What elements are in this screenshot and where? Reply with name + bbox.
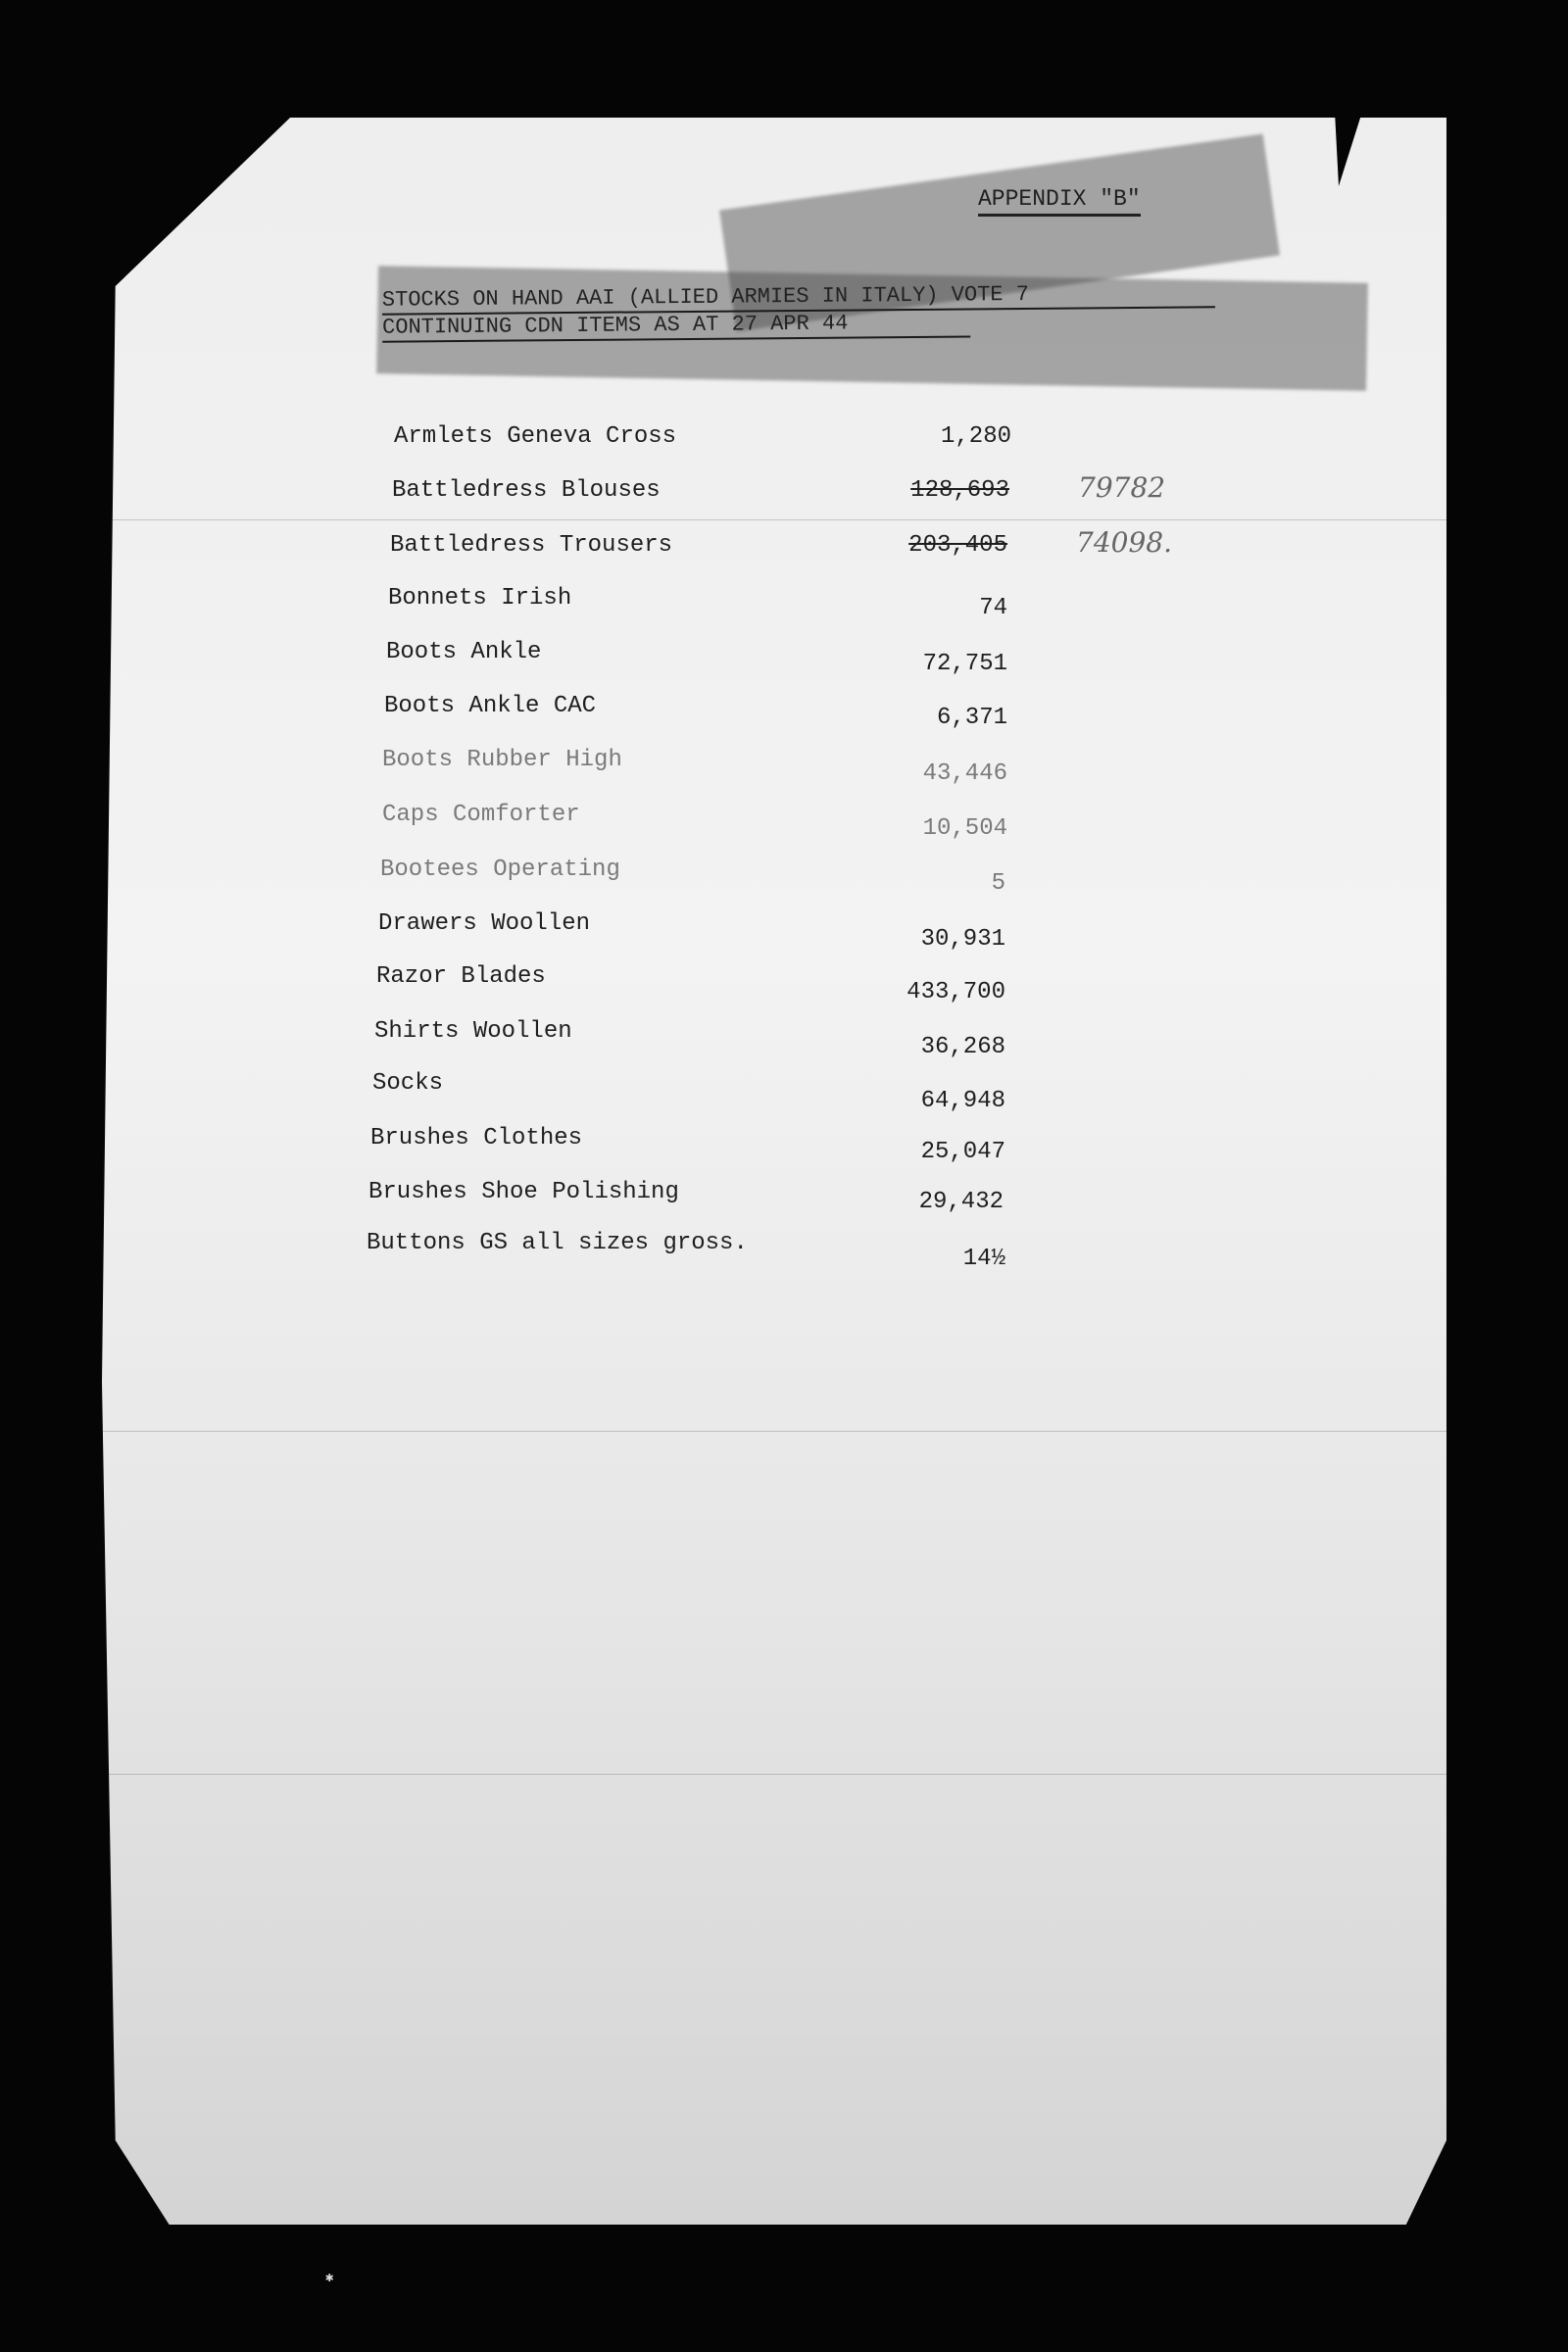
stock-row — [382, 747, 1362, 786]
item-quantity-struck: 128,693 — [910, 477, 1009, 504]
item-name: Shirts Woollen — [374, 1018, 572, 1045]
item-name: Drawers Woollen — [378, 910, 591, 937]
item-quantity: 36,268 — [920, 1034, 1005, 1060]
stock-row — [374, 1018, 1354, 1060]
stock-row — [367, 1230, 1347, 1272]
item-quantity: 5 — [991, 870, 1005, 897]
item-quantity: 10,504 — [922, 815, 1007, 842]
stock-row — [368, 1179, 1348, 1218]
item-quantity: 30,931 — [920, 926, 1005, 953]
stock-row — [394, 423, 1374, 463]
stock-row — [372, 1070, 1352, 1114]
handwritten-correction: 74098. — [1076, 526, 1172, 559]
title-line-1: STOCKS ON HAND AAI (ALLIED ARMIES IN ITALY) VOTE 7 — [382, 280, 1215, 315]
item-quantity: 43,446 — [922, 760, 1007, 787]
stock-row — [390, 526, 1370, 571]
item-name: Boots Rubber High — [382, 747, 622, 773]
item-quantity: 72,751 — [922, 651, 1007, 677]
item-name: Battledress Blouses — [392, 477, 661, 504]
item-name: Brushes Shoe Polishing — [368, 1179, 679, 1205]
item-name: Boots Ankle — [386, 639, 542, 665]
item-quantity: 433,700 — [906, 979, 1005, 1005]
item-name: Boots Ankle CAC — [384, 693, 597, 719]
fold-crease — [102, 1431, 1446, 1432]
stock-row — [382, 802, 1362, 841]
item-quantity: 29,432 — [918, 1189, 1004, 1215]
stock-row — [392, 471, 1372, 516]
item-quantity: 25,047 — [920, 1139, 1005, 1165]
item-quantity: 64,948 — [920, 1088, 1005, 1114]
item-quantity: 6,371 — [936, 705, 1007, 731]
item-quantity-struck: 203,405 — [908, 532, 1007, 559]
item-name: Battledress Trousers — [390, 532, 673, 559]
stock-row — [384, 693, 1364, 732]
item-name: Brushes Clothes — [370, 1125, 583, 1152]
stock-row — [370, 1125, 1350, 1164]
item-quantity: 74 — [979, 595, 1007, 621]
item-name: Caps Comforter — [382, 802, 580, 828]
appendix-heading: APPENDIX "B" — [978, 186, 1141, 217]
item-name: Razor Blades — [376, 963, 546, 990]
stock-row — [380, 857, 1360, 896]
stock-row — [376, 963, 1356, 1003]
item-name: Socks — [372, 1070, 444, 1097]
fold-crease — [102, 1774, 1446, 1775]
item-quantity: 14½ — [962, 1246, 1005, 1272]
item-quantity: 1,280 — [940, 423, 1011, 450]
item-name: Bonnets Irish — [388, 585, 572, 612]
stock-row — [386, 639, 1366, 678]
item-name: Bootees Operating — [380, 857, 620, 883]
handwritten-correction: 79782 — [1078, 471, 1166, 504]
document-title — [382, 280, 1215, 342]
fold-crease — [102, 519, 1446, 520]
item-name: Armlets Geneva Cross — [394, 423, 677, 450]
title-line-2: CONTINUING CDN ITEMS AS AT 27 APR 44 — [382, 310, 970, 342]
item-name: Buttons GS all sizes gross. — [367, 1230, 748, 1256]
stock-row — [388, 585, 1368, 624]
stock-row — [378, 910, 1358, 953]
film-speck: ✱ — [325, 2271, 334, 2286]
